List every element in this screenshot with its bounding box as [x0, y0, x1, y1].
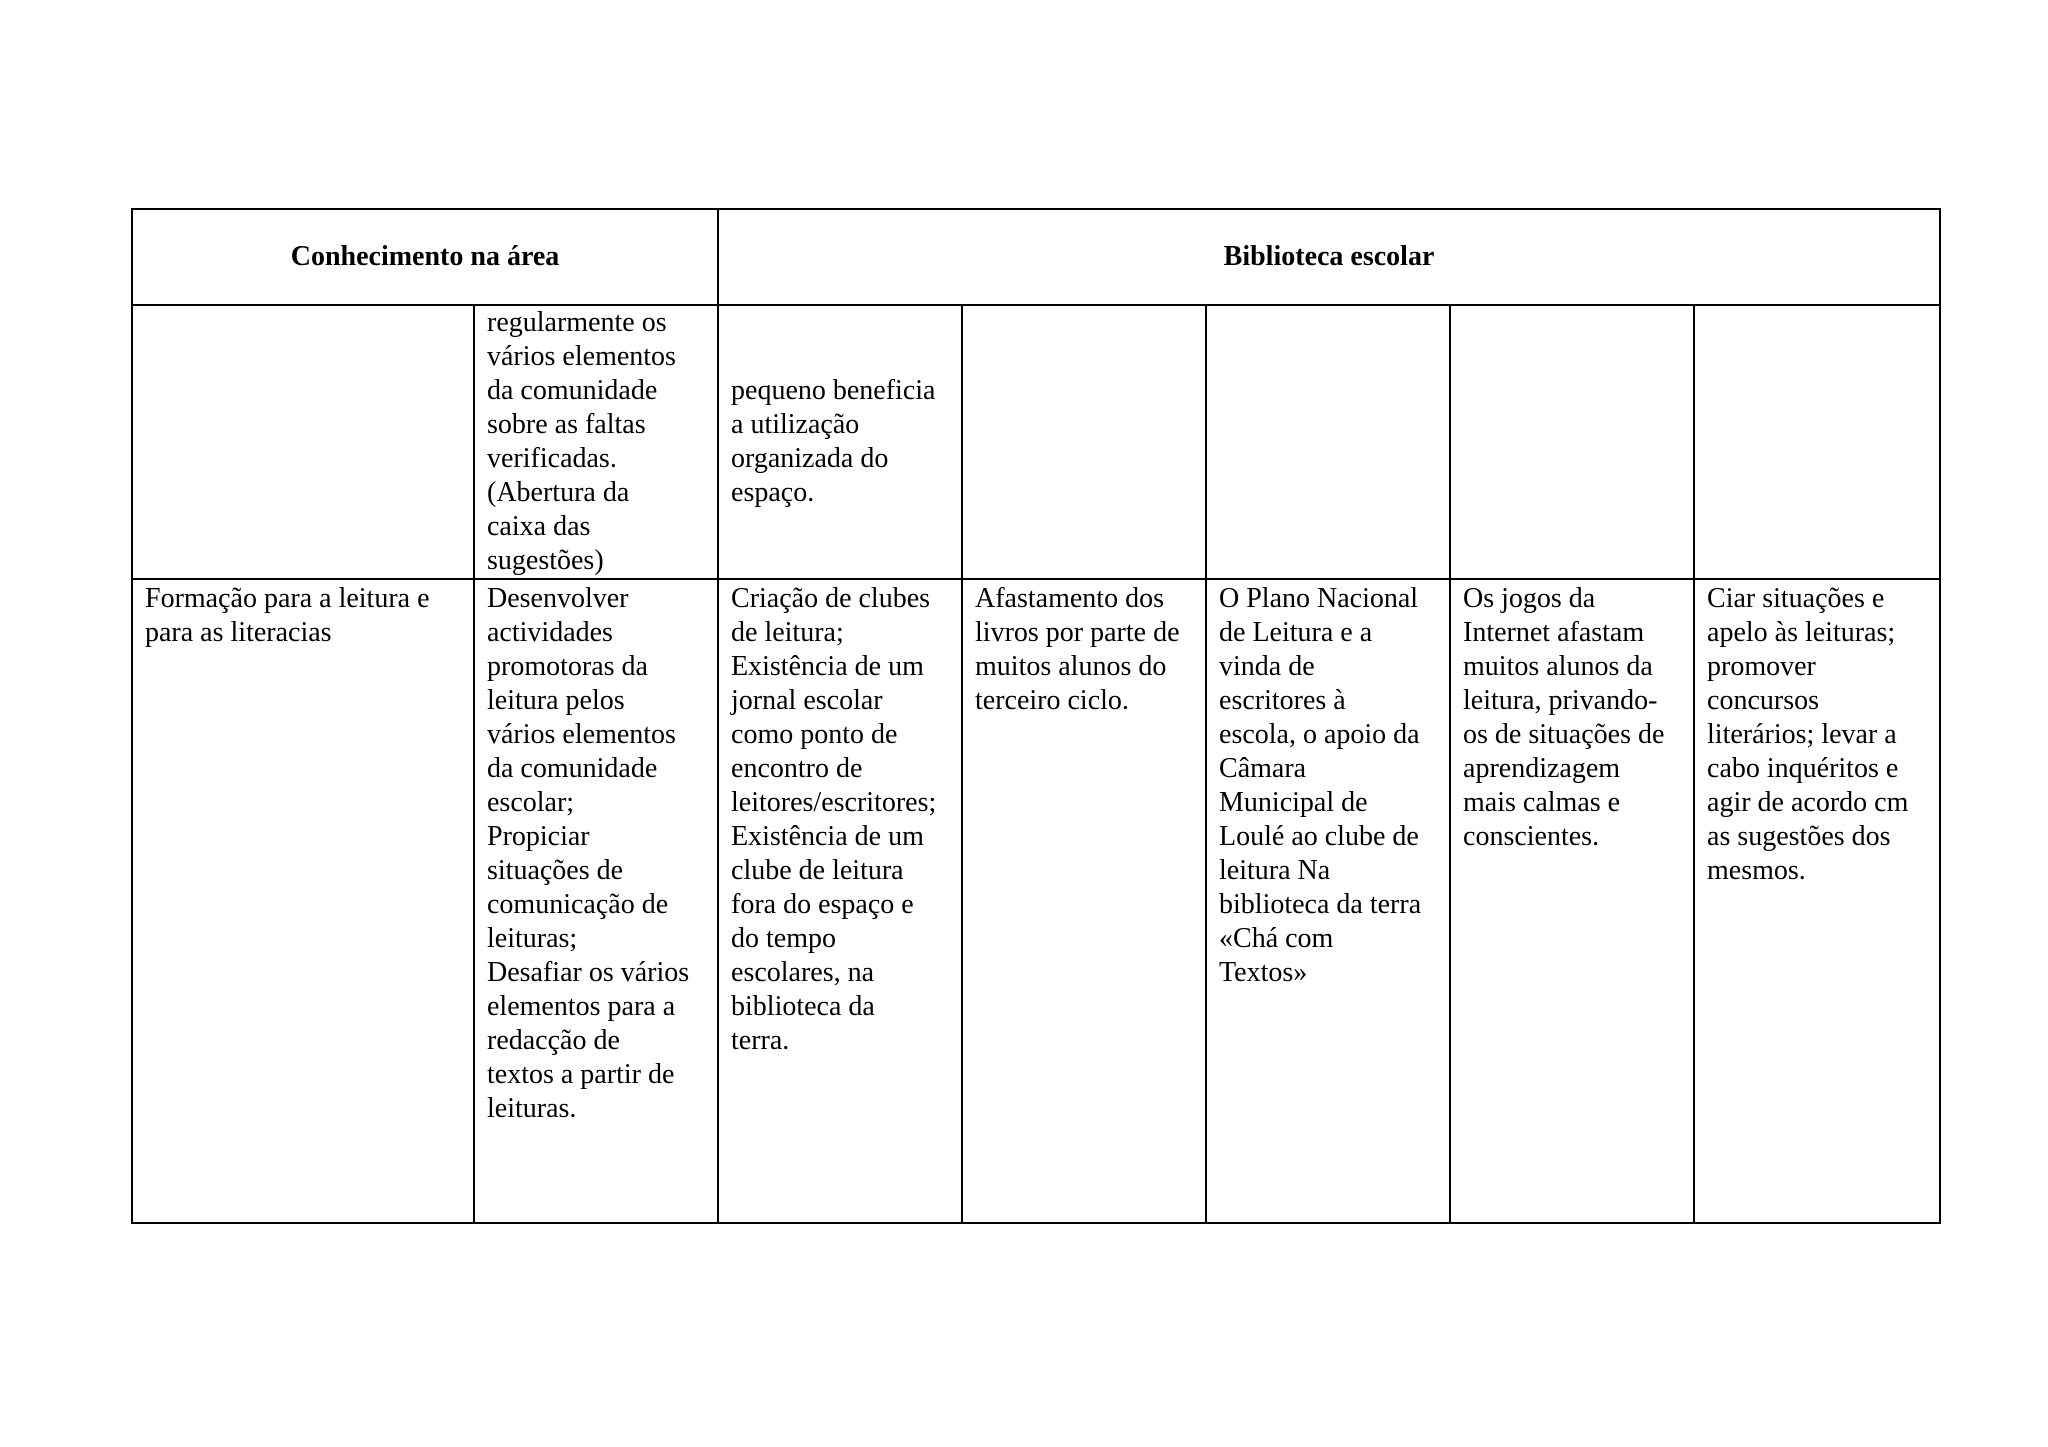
- cell-text: O Plano Nacional de Leitura e a vinda de escritores à escola, o apoio da Câmara Municipal de Loulé ao clube de leitura Na biblioteca da terra «Chá com Textos»: [1219, 583, 1422, 988]
- cell-text: Desenvolver actividades promotoras da leitura pelos vários elementos da comunidade escolar; Propiciar situações de comunicação de leituras; Desafiar os vários elementos para a redacção de textos a partir de leituras.: [487, 583, 690, 1124]
- table-cell: [132, 579, 474, 1223]
- cell-text: Ciar situações e apelo às leituras; promover concursos literários; levar a cabo inquéritos e agir de acordo cm as sugestões dos mesmos.: [1707, 583, 1909, 886]
- table-header-row: [132, 209, 1940, 305]
- table-cell: [1694, 305, 1940, 579]
- cell-text: Criação de clubes de leitura; Existência de um jornal escolar como ponto de encontro de leitores/escritores; Existência de um clube de leitura fora do espaço e do tempo escolares, na biblioteca da terra.: [731, 583, 937, 1056]
- table-row: [132, 579, 1940, 1223]
- table-cell: [474, 579, 718, 1223]
- table-cell: [1694, 579, 1940, 1223]
- table-cell: [1450, 579, 1694, 1223]
- cell-text: pequeno beneficia a utilização organizada do espaço.: [731, 375, 936, 508]
- table-cell: [718, 305, 962, 579]
- table-cell: [132, 305, 474, 579]
- table-cell: [1206, 579, 1450, 1223]
- table-cell: [718, 579, 962, 1223]
- document-table: [131, 208, 1941, 1224]
- table-cell: [1450, 305, 1694, 579]
- table-cell: [962, 579, 1206, 1223]
- cell-text: regularmente os vários elementos da comunidade sobre as faltas verificadas. (Abertura da caixa das sugestões): [487, 307, 676, 576]
- cell-text: Afastamento dos livros por parte de muitos alunos do terceiro ciclo.: [975, 583, 1180, 716]
- header-biblioteca-escolar: Biblioteca escolar: [718, 209, 1940, 305]
- table-cell: [962, 305, 1206, 579]
- table-row: [132, 305, 1940, 579]
- header-conhecimento-na-area: Conhecimento na área: [132, 209, 718, 305]
- table-cell: [1206, 305, 1450, 579]
- cell-text: Formação para a leitura e para as literacias: [145, 583, 430, 648]
- table-cell: [474, 305, 718, 579]
- cell-text: Os jogos da Internet afastam muitos alunos da leitura, privando- os de situações de aprendizagem mais calmas e conscientes.: [1463, 583, 1665, 852]
